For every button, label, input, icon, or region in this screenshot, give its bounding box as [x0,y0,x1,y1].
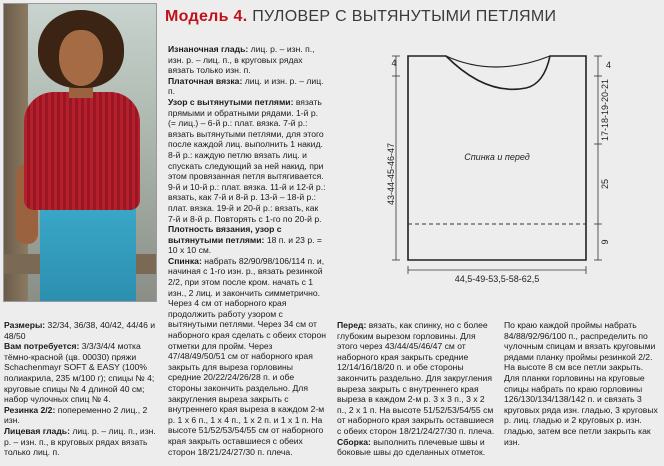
para-pattern: Узор с вытянутыми петлями: вязать прямыми и обратными рядами. 1-й р. (= лиц.) – 6-й р.: плат. вязка. 7-й р.: вязать вытянутыми петлями, для этого после каждой лиц. выполнить 1 накид. 8-й р.: каждую петлю вязать лиц. и спускать следующий за ней накид, при этом провязанная петля вытягивается. 9-й и 10-й р.: плат. вязка. 11-й и 12-й р.: вязать, как 7-й и 8-й р. 13-й – 18-й р.: плат. вязка. 19-й и 20-й р.: вязать, как 7-й и 8-й р. Повторять с 1-го по 20-й р. [168,96,326,224]
page-title [165,8,556,26]
para-rib: Резинка 2/2: попеременно 2 лиц., 2 изн. [4,404,148,426]
para-assembly: Сборка: выполнить плечевые швы и боковые швы до сделанных отметок. [337,436,486,458]
para-neck-band: Для планки горловины на круговые спицы набрать по краю горловины 126/130/134/138/142 п. и связать 3 круговых ряда изн. гладью, 3 круговых р. лиц. гладью и 2 круговых р. изн. гладью, затем все петли закрыть как изн. [504,372,658,447]
para-sizes: Размеры: 32/34, 36/38, 40/42, 44/46 и 48/50 [4,320,156,341]
model-name: ПУЛОВЕР С ВЫТЯНУТЫМИ ПЕТЛЯМИ [252,8,557,25]
dim-total-height: 43-44-45-46-47 [386,142,396,206]
para-purl-stitch: Изнаночная гладь: лиц. р. – изн. п., изн. р. – лиц. п., в круговых рядах вязать только изн. п. [168,44,315,76]
para-back: Спинка: набрать 82/90/98/106/114 п. и, начиная с 1-го изн. р., вязать резинкой 2/2, при этом после кром. начать с 1 изн., 2 лиц. и закончить симметрично. Через 4 см от наборного края продолжить работу узором с вытянутыми петлями. Через 34 см от наборного края сделать с обеих сторон отметки для пройм. Через 47/48/49/50/51 см от наборного края закрыть для выреза горловины средние 20/22/24/26/28 п. и обе стороны закончить раздельно. Для закругления выреза закрыть с внутреннего края выреза в каждом 2-м р. 1 х 6 п., 1 х 4 п., 1 х 2 п. и 1 х 1 п. На высоте 51/52/53/54/55 см от наборного края закрыть оставшиеся с обеих сторон 18/21/24/27/30 п. плеча. [168,255,326,457]
dim-top-right: 4 [606,60,612,70]
dim-side: 25 [600,178,610,190]
schematic-diagram [384,44,662,284]
dim-width: 44,5-49-53,5-58-62,5 [454,274,540,284]
para-armhole-band: По краю каждой проймы набрать 84/88/92/96/100 п., распределить по чулочным спицам и вязать круговыми рядами планку проймы резинкой 2/2. На высоте 8 см все петли закрыть. [504,320,656,373]
instructions-left [4,320,160,458]
para-gauge: Плотность вязания, узор с вытянутыми петлями: 18 п. и 23 р. = 10 х 10 см. [168,224,322,256]
para-garter-stitch: Платочная вязка: лиц. и изн. р. – лиц. п. [168,75,324,97]
para-stockinette: Лицевая гладь: лиц. р. – лиц. п., изн. р. – изн. п., в круговых рядах вязать только лиц. п. [4,425,156,458]
instructions-middle [168,44,328,457]
diagram-label: Спинка и перед [464,152,530,162]
dim-armhole: 17-18-19-20-21 [600,78,610,142]
instructions-front [337,320,495,458]
instructions-finishing [504,320,660,447]
model-number: Модель 4. [165,8,248,25]
dim-top-left: 4 [391,58,397,68]
model-photo [3,3,157,302]
para-front: Перед: вязать, как спинку, но с более глубоким вырезом горловины. Для этого через 43/44/45/46/47 см от наборного края закрыть средние 12/14/16/18/20 п. и обе стороны закончить раздельно. Для закругления выреза закрыть с внутреннего края выреза в каждом 2-м р. 3 х 3 п., 3 х 2 п., 2 х 1 п. На высоте 51/52/53/54/55 см от наборного края закрыть оставшиеся с обеих сторон 18/21/24/27/30 п. плеча. [337,320,495,436]
para-materials: Вам потребуется: 3/3/3/4/4 мотка тёмно-красной (цв. 00030) пряжи Schachenmayr SOFT & EASY (100% полиакрила, 235 м/100 г); спицы № 4; круговые спицы № 4 длиной 40 см; набор чулочных спиц № 4. [4,341,155,405]
dim-rib: 9 [600,239,610,245]
